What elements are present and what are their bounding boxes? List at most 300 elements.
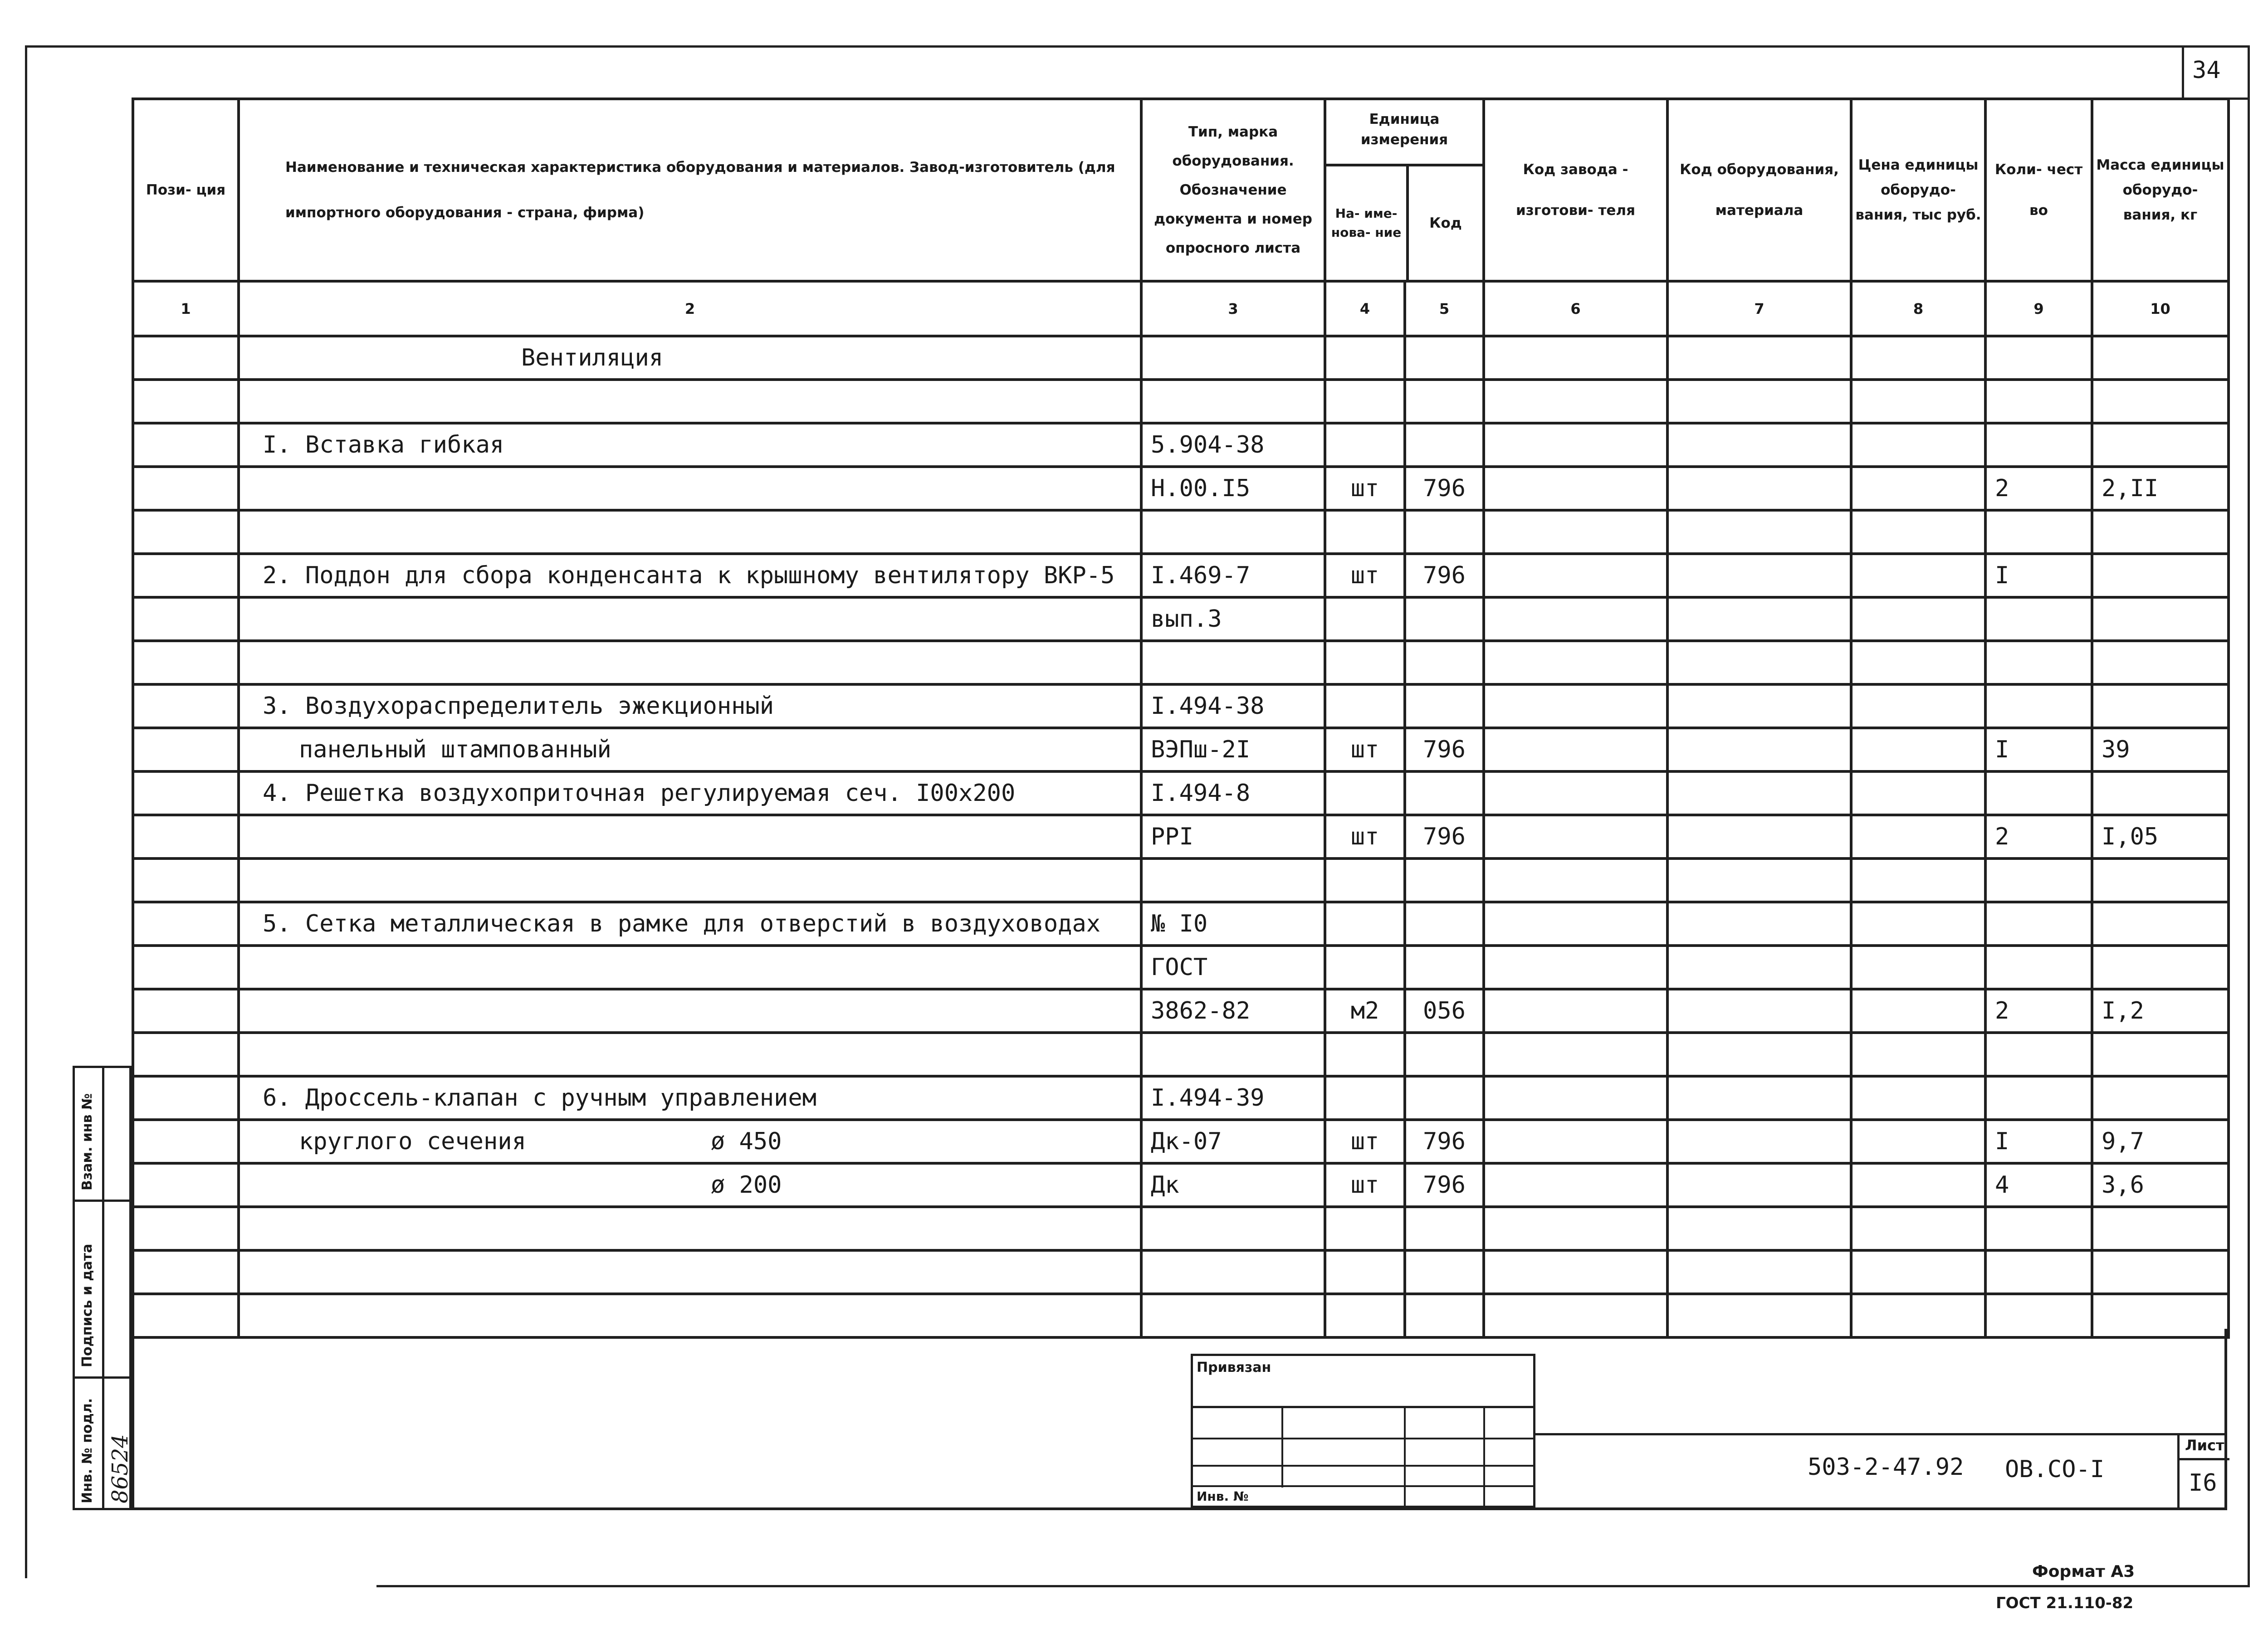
sheet-number: I6	[2189, 1469, 2217, 1497]
inv-podl-label: Инв. № подл.	[79, 1398, 95, 1503]
cell-factory-code	[1484, 467, 1667, 510]
cell-unit-code	[1405, 684, 1484, 728]
cell-name	[239, 1207, 1141, 1250]
cell-unit: м2	[1325, 989, 1405, 1033]
privyazan-grid-mid1	[1193, 1438, 1533, 1439]
cell-quantity	[1985, 510, 2092, 554]
cell-equipment-code	[1667, 902, 1851, 946]
cell-mass	[2092, 1076, 2229, 1120]
cell-unit	[1325, 423, 1405, 467]
cell-factory-code	[1484, 902, 1667, 946]
cell-unit	[1325, 336, 1405, 380]
table-row	[133, 728, 2229, 771]
cell-quantity	[1985, 597, 2092, 641]
privyazan-box	[1191, 1354, 1535, 1508]
cell-unit-code	[1405, 858, 1484, 902]
cell-price	[1851, 380, 1985, 423]
cell-name: Вентиляция	[239, 336, 1141, 380]
cell-quantity	[1985, 902, 2092, 946]
cell-equipment-code	[1667, 510, 1851, 554]
cell-price	[1851, 1250, 1985, 1294]
header-unit-code: Код	[1429, 215, 1462, 231]
cell-position	[133, 858, 239, 902]
cell-type: Дк	[1141, 1163, 1325, 1207]
cell-position	[133, 815, 239, 858]
cell-equipment-code	[1667, 1120, 1851, 1163]
cell-position	[133, 597, 239, 641]
cell-name	[239, 597, 1141, 641]
table-row	[133, 684, 2229, 728]
table-body	[133, 336, 2229, 1337]
cell-price	[1851, 815, 1985, 858]
cell-position	[133, 380, 239, 423]
cell-price	[1851, 989, 1985, 1033]
column-number-2: 2	[239, 281, 1141, 336]
frame-left-line	[25, 45, 27, 1578]
cell-type: I.494-38	[1141, 684, 1325, 728]
table-row	[133, 1207, 2229, 1250]
cell-quantity: I	[1985, 728, 2092, 771]
cell-equipment-code	[1667, 728, 1851, 771]
table-row	[133, 510, 2229, 554]
format-label: Формат А3	[2032, 1562, 2135, 1581]
cell-equipment-code	[1667, 641, 1851, 684]
cell-mass	[2092, 684, 2229, 728]
cell-mass	[2092, 1207, 2229, 1250]
cell-quantity: 2	[1985, 989, 2092, 1033]
sheet-label: Лист	[2185, 1437, 2224, 1454]
cell-quantity	[1985, 858, 2092, 902]
cell-quantity	[1985, 946, 2092, 989]
table-row	[133, 380, 2229, 423]
cell-mass	[2092, 510, 2229, 554]
cell-type	[1141, 336, 1325, 380]
cell-price	[1851, 728, 1985, 771]
cell-price	[1851, 467, 1985, 510]
cell-unit: шт	[1325, 815, 1405, 858]
cell-price	[1851, 510, 1985, 554]
cell-factory-code	[1484, 336, 1667, 380]
cell-quantity	[1985, 641, 2092, 684]
cell-unit-code	[1405, 771, 1484, 815]
cell-factory-code	[1484, 815, 1667, 858]
cell-factory-code	[1484, 1250, 1667, 1294]
cell-type	[1141, 1250, 1325, 1294]
cell-mass	[2092, 858, 2229, 902]
cell-name: 3. Воздухораспределитель эжекционный	[239, 684, 1141, 728]
cell-position	[133, 771, 239, 815]
stamp-separator-line	[1535, 1433, 2227, 1435]
table-row	[133, 1250, 2229, 1294]
cell-position	[133, 989, 239, 1033]
cell-equipment-code	[1667, 1163, 1851, 1207]
cell-unit: шт	[1325, 1163, 1405, 1207]
frame-top-line	[25, 45, 2248, 48]
cell-equipment-code	[1667, 423, 1851, 467]
table-row	[133, 771, 2229, 815]
privyazan-label: Привязан	[1197, 1360, 1271, 1375]
table-row	[133, 989, 2229, 1033]
header-unit-title: Единица измерения	[1326, 100, 1482, 166]
cell-unit	[1325, 771, 1405, 815]
cell-mass: 39	[2092, 728, 2229, 771]
cell-quantity	[1985, 423, 2092, 467]
cell-quantity: 4	[1985, 1163, 2092, 1207]
document-suffix: ОВ.СО-I	[2005, 1456, 2105, 1483]
cell-unit-code: 796	[1405, 1120, 1484, 1163]
title-block	[132, 1329, 2227, 1510]
cell-factory-code	[1484, 380, 1667, 423]
cell-unit	[1325, 641, 1405, 684]
column-number-5: 5	[1405, 281, 1484, 336]
left-margin-divider	[102, 1068, 104, 1510]
cell-name: 4. Решетка воздухоприточная регулируемая сеч. I00x200	[239, 771, 1141, 815]
cell-factory-code	[1484, 1076, 1667, 1120]
cell-type	[1141, 510, 1325, 554]
cell-unit	[1325, 380, 1405, 423]
cell-type	[1141, 858, 1325, 902]
cell-mass: 2,II	[2092, 467, 2229, 510]
header-unit-name: На- име- нова- ние	[1326, 166, 1409, 280]
cell-mass: I,2	[2092, 989, 2229, 1033]
column-number-row	[133, 281, 2229, 336]
cell-name	[239, 1250, 1141, 1294]
cell-equipment-code	[1667, 771, 1851, 815]
cell-unit-code	[1405, 1076, 1484, 1120]
cell-price	[1851, 641, 1985, 684]
inv-no-label: Инв. №	[1197, 1489, 1249, 1504]
cell-price	[1851, 771, 1985, 815]
cell-name	[239, 510, 1141, 554]
cell-quantity	[1985, 1250, 2092, 1294]
cell-mass	[2092, 554, 2229, 597]
cell-name	[239, 858, 1141, 902]
table-row	[133, 1120, 2229, 1163]
cell-name: ø 200	[239, 1163, 1141, 1207]
cell-unit-code	[1405, 1250, 1484, 1294]
cell-equipment-code	[1667, 380, 1851, 423]
cell-type	[1141, 1207, 1325, 1250]
cell-mass	[2092, 597, 2229, 641]
cell-position	[133, 423, 239, 467]
cell-quantity	[1985, 1033, 2092, 1076]
cell-type: ВЭПш-2I	[1141, 728, 1325, 771]
column-number-8: 8	[1851, 281, 1985, 336]
privyazan-grid-mid3	[1193, 1485, 1533, 1487]
cell-unit	[1325, 1207, 1405, 1250]
table-row	[133, 641, 2229, 684]
cell-mass	[2092, 946, 2229, 989]
cell-factory-code	[1484, 728, 1667, 771]
cell-unit-code	[1405, 1033, 1484, 1076]
cell-type: 5.904-38	[1141, 423, 1325, 467]
cell-mass	[2092, 336, 2229, 380]
cell-name	[239, 467, 1141, 510]
cell-unit-code	[1405, 946, 1484, 989]
table-row	[133, 1163, 2229, 1207]
cell-equipment-code	[1667, 597, 1851, 641]
cell-name: 5. Сетка металлическая в рамке для отверстий в воздуховодах	[239, 902, 1141, 946]
cell-price	[1851, 1120, 1985, 1163]
cell-equipment-code	[1667, 336, 1851, 380]
cell-equipment-code	[1667, 858, 1851, 902]
cell-factory-code	[1484, 946, 1667, 989]
cell-name	[239, 815, 1141, 858]
cell-unit-code	[1405, 1207, 1484, 1250]
header-price: Цена единицы оборудо- вания, тыс руб.	[1851, 99, 1985, 281]
cell-unit-code: 796	[1405, 467, 1484, 510]
cell-factory-code	[1484, 989, 1667, 1033]
gost-label: ГОСТ 21.110-82	[1996, 1594, 2134, 1612]
cell-type: 3862-82	[1141, 989, 1325, 1033]
cell-position	[133, 1033, 239, 1076]
cell-unit-code: 796	[1405, 1163, 1484, 1207]
cell-mass	[2092, 380, 2229, 423]
column-number-3: 3	[1141, 281, 1325, 336]
cell-name: панельный штампованный	[239, 728, 1141, 771]
cell-type: Н.00.I5	[1141, 467, 1325, 510]
cell-position	[133, 946, 239, 989]
cell-type	[1141, 641, 1325, 684]
cell-equipment-code	[1667, 467, 1851, 510]
cell-factory-code	[1484, 510, 1667, 554]
cell-factory-code	[1484, 1207, 1667, 1250]
cell-position	[133, 510, 239, 554]
cell-unit	[1325, 1076, 1405, 1120]
cell-name	[239, 946, 1141, 989]
cell-unit-code: 796	[1405, 554, 1484, 597]
privyazan-grid-v3	[1483, 1406, 1485, 1508]
cell-unit	[1325, 1033, 1405, 1076]
cell-position	[133, 467, 239, 510]
table-row	[133, 554, 2229, 597]
column-number-6: 6	[1484, 281, 1667, 336]
cell-unit-code: 796	[1405, 815, 1484, 858]
cell-unit	[1325, 902, 1405, 946]
cell-unit-code	[1405, 380, 1484, 423]
cell-mass: I,05	[2092, 815, 2229, 858]
cell-equipment-code	[1667, 684, 1851, 728]
cell-type: PPI	[1141, 815, 1325, 858]
header-quantity: Коли- чест во	[1985, 99, 2092, 281]
cell-factory-code	[1484, 641, 1667, 684]
cell-price	[1851, 554, 1985, 597]
cell-equipment-code	[1667, 1076, 1851, 1120]
cell-equipment-code	[1667, 815, 1851, 858]
privyazan-grid-mid2	[1193, 1465, 1533, 1467]
sheet-number-box	[2177, 1433, 2227, 1510]
inv-podl-value: 86524	[108, 1434, 133, 1503]
cell-name	[239, 380, 1141, 423]
table-row	[133, 1033, 2229, 1076]
cell-mass	[2092, 1250, 2229, 1294]
cell-position	[133, 336, 239, 380]
frame-right-line	[2248, 45, 2250, 1587]
cell-price	[1851, 1076, 1985, 1120]
cell-quantity: 2	[1985, 815, 2092, 858]
cell-unit	[1325, 510, 1405, 554]
cell-unit-code: 796	[1405, 728, 1484, 771]
cell-unit	[1325, 946, 1405, 989]
cell-price	[1851, 858, 1985, 902]
cell-unit-code	[1405, 641, 1484, 684]
cell-position	[133, 554, 239, 597]
cell-unit	[1325, 858, 1405, 902]
cell-unit: шт	[1325, 1120, 1405, 1163]
cell-equipment-code	[1667, 946, 1851, 989]
cell-price	[1851, 1163, 1985, 1207]
cell-type: № I0	[1141, 902, 1325, 946]
cell-unit-code	[1405, 336, 1484, 380]
cell-quantity: 2	[1985, 467, 2092, 510]
column-number-4: 4	[1325, 281, 1405, 336]
cell-position	[133, 1207, 239, 1250]
header-factory-code: Код завода - изготови- теля	[1484, 99, 1667, 281]
cell-type: ГОСТ	[1141, 946, 1325, 989]
header-type: Тип, марка оборудования. Обозначение документа и номер опросного листа	[1141, 99, 1325, 281]
header-position: Пози- ция	[133, 99, 239, 281]
cell-factory-code	[1484, 1120, 1667, 1163]
cell-position	[133, 902, 239, 946]
column-number-9: 9	[1985, 281, 2092, 336]
header-unit-group	[1325, 99, 1484, 281]
cell-factory-code	[1484, 597, 1667, 641]
cell-mass	[2092, 902, 2229, 946]
cell-equipment-code	[1667, 989, 1851, 1033]
cell-type	[1141, 1033, 1325, 1076]
header-mass: Масса единицы оборудо- вания, кг	[2092, 99, 2229, 281]
cell-factory-code	[1484, 554, 1667, 597]
cell-mass: 3,6	[2092, 1163, 2229, 1207]
cell-unit	[1325, 684, 1405, 728]
frame-bottom-line	[376, 1585, 2250, 1587]
cell-price	[1851, 946, 1985, 989]
table-row	[133, 946, 2229, 989]
cell-unit-code: 056	[1405, 989, 1484, 1033]
signature-date-label: Подпись и дата	[79, 1244, 95, 1367]
cell-factory-code	[1484, 1033, 1667, 1076]
cell-unit: шт	[1325, 467, 1405, 510]
table-row	[133, 902, 2229, 946]
table-row	[133, 1076, 2229, 1120]
cell-name	[239, 641, 1141, 684]
column-number-1: 1	[133, 281, 239, 336]
cell-factory-code	[1484, 858, 1667, 902]
cell-position	[133, 641, 239, 684]
cell-price	[1851, 336, 1985, 380]
cell-position	[133, 1250, 239, 1294]
table-row	[133, 597, 2229, 641]
cell-equipment-code	[1667, 1207, 1851, 1250]
cell-unit: шт	[1325, 554, 1405, 597]
corner-sheet-box	[2182, 48, 2248, 100]
vzam-inv-label: Взам. инв №	[79, 1093, 95, 1190]
cell-factory-code	[1484, 684, 1667, 728]
cell-name: 2. Поддон для сбора конденсанта к крышному вентилятору ВКР-5	[239, 554, 1141, 597]
document-code: 503-2-47.92	[1808, 1454, 1964, 1481]
header-name: Наименование и техническая характеристика оборудования и материалов. Завод-изготовитель (для импортного оборудования - страна, фирма)	[239, 99, 1141, 281]
cell-position	[133, 684, 239, 728]
cell-factory-code	[1484, 1163, 1667, 1207]
cell-position	[133, 1163, 239, 1207]
cell-unit: шт	[1325, 728, 1405, 771]
cell-position	[133, 1076, 239, 1120]
cell-type: I.494-8	[1141, 771, 1325, 815]
cell-factory-code	[1484, 423, 1667, 467]
cell-unit-code	[1405, 510, 1484, 554]
cell-price	[1851, 902, 1985, 946]
cell-quantity: I	[1985, 1120, 2092, 1163]
cell-price	[1851, 597, 1985, 641]
privyazan-grid-v1	[1281, 1406, 1283, 1488]
cell-name	[239, 989, 1141, 1033]
cell-unit-code	[1405, 902, 1484, 946]
table-row	[133, 336, 2229, 380]
cell-type: Дк-07	[1141, 1120, 1325, 1163]
cell-quantity: I	[1985, 554, 2092, 597]
sheet-label-line	[2180, 1458, 2229, 1460]
table-row	[133, 815, 2229, 858]
cell-quantity	[1985, 380, 2092, 423]
left-margin-row-line-2	[75, 1376, 132, 1379]
cell-quantity	[1985, 771, 2092, 815]
cell-equipment-code	[1667, 1033, 1851, 1076]
cell-price	[1851, 1207, 1985, 1250]
left-margin-row-line-1	[75, 1200, 132, 1202]
table-row	[133, 423, 2229, 467]
cell-mass: 9,7	[2092, 1120, 2229, 1163]
cell-quantity	[1985, 1076, 2092, 1120]
table-row	[133, 467, 2229, 510]
cell-quantity	[1985, 1207, 2092, 1250]
cell-unit	[1325, 1250, 1405, 1294]
cell-quantity	[1985, 336, 2092, 380]
column-number-7: 7	[1667, 281, 1851, 336]
cell-mass	[2092, 641, 2229, 684]
cell-equipment-code	[1667, 1250, 1851, 1294]
cell-name	[239, 1033, 1141, 1076]
header-equipment-code: Код оборудования, материала	[1667, 99, 1851, 281]
cell-name: I. Вставка гибкая	[239, 423, 1141, 467]
left-margin-stamp	[73, 1066, 132, 1510]
cell-mass	[2092, 1033, 2229, 1076]
cell-mass	[2092, 771, 2229, 815]
cell-position	[133, 1120, 239, 1163]
cell-quantity	[1985, 684, 2092, 728]
cell-price	[1851, 1033, 1985, 1076]
cell-unit-code	[1405, 423, 1484, 467]
cell-position	[133, 728, 239, 771]
cell-unit	[1325, 597, 1405, 641]
cell-type	[1141, 380, 1325, 423]
cell-factory-code	[1484, 771, 1667, 815]
cell-name: 6. Дроссель-клапан с ручным управлением	[239, 1076, 1141, 1120]
corner-sheet-number: 34	[2192, 57, 2221, 84]
cell-mass	[2092, 423, 2229, 467]
cell-price	[1851, 423, 1985, 467]
privyazan-grid-top	[1193, 1406, 1533, 1408]
cell-unit-code	[1405, 597, 1484, 641]
specification-table	[132, 98, 2230, 1339]
cell-name: круглого сечения ø 450	[239, 1120, 1141, 1163]
cell-type: I.469-7	[1141, 554, 1325, 597]
privyazan-grid-v2	[1404, 1406, 1406, 1508]
cell-type: вып.3	[1141, 597, 1325, 641]
cell-type: I.494-39	[1141, 1076, 1325, 1120]
table-row	[133, 858, 2229, 902]
column-number-10: 10	[2092, 281, 2229, 336]
table-header-row	[133, 99, 2229, 281]
